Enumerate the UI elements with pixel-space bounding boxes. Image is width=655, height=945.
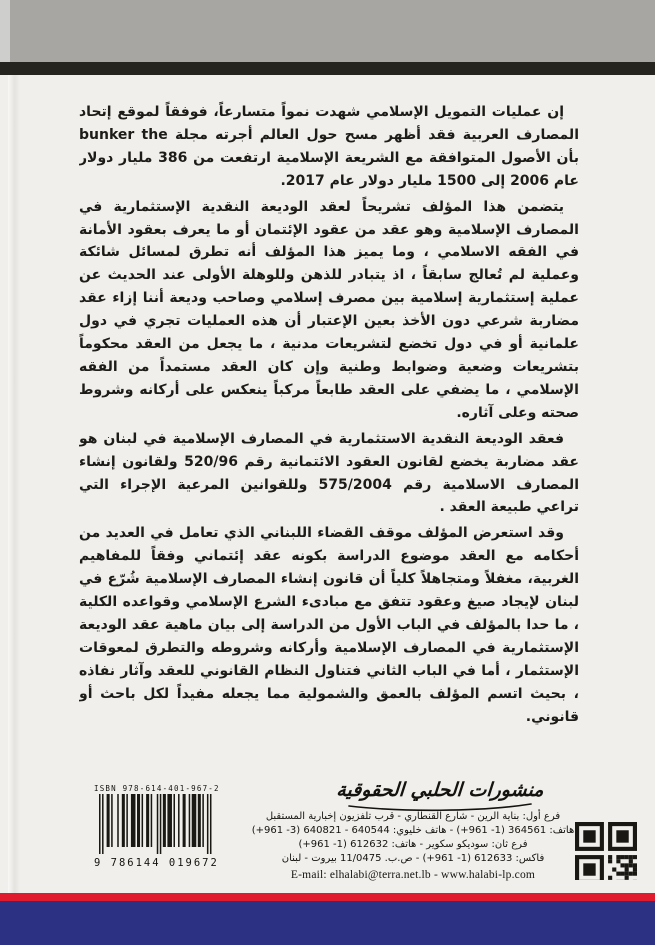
synopsis-paragraph: إن عمليات التمويل الإسلامي شهدت نمواً متسارعاً، فوفقاً لموقع إتحاد المصارف العربية فقد أظهر مسح حول العالم أجرته مجلة bunker the بأن الأصول المتوافقة مع الشريعة الإسلامية ارتفعت من 386 مليار دولار عام 2006 إلى 1500 مليار دولار عام 2017. [79,104,579,189]
address-line: فرع أول: بناية الرين - شارع القنطاري - قرب تلفزيون إخبارية المستقبل [265,811,561,822]
isbn-digits: 9 786144 019672 [94,857,219,869]
isbn-label: ISBN 978-614-401-967-2 [94,784,220,793]
top-gray-band [0,0,655,62]
synopsis-paragraph: وقد استعرض المؤلف موقف القضاء اللبناني الذي تعامل في العديد من أحكامه مع العقد موضوع الدراسة بكونه عقد إئتماني وفقاً للمفاهيم الغربية، مغفلاً ومتجاهلاً كلياً أن قانون إنشاء المصارف الإسلامية شُرّع في لبنان لإيجاد صيغ وعقود تتفق مع مبادىء الشرع الإسلامي وقواعده الكلية ، ما حدا بالمؤلف في الباب الأول من الدراسة إلى بيان ماهية عقد الوديعة الإستثمارية في المصارف الإسلامية وأركانه وشروطه والتطرق لمعوقات الإستثمار ، أما في الباب الثاني فتناول النظام القانوني للعقد وآثار نفاذه ، بحيث اتسم المؤلف بالعمق والشمولية مما يجعله مفيداً لكل باحث أو قانوني. [79,525,579,725]
barcode-bars [95,794,213,858]
publisher-logo: منشورات الحلبي الحقوقية [335,779,545,801]
qr-code [575,822,637,880]
synopsis-paragraph: فعقد الوديعة النقدية الاستثمارية في المصارف الإسلامية في لبنان هو عقد مضاربة يخضع لقانون العقود الائتمانية رقم 520/96 ولقانون إنشاء المصارف الاسلامية رقم 575/2004 وللقوانين المرعية الإجراء التي تراعي طبيعة العقد . [79,430,579,516]
isbn-barcode [94,784,220,869]
spine-crease [8,75,20,945]
bottom-navy-band [0,901,655,945]
publisher-email-line: E-mail: elhalabi@terra.net.lb - www.halabi-lp.com [290,869,536,881]
top-black-stripe [0,62,655,75]
address-line: فاكس: 612633 (1- 961+) - ص.ب. 11/0475 بيروت - لبنان [281,853,545,864]
publisher-address [248,810,578,882]
bottom-red-stripe [0,893,655,901]
address-line: فرع ثان: سوديكو سكوير - هاتف: 612632 (1- 961+) [298,839,528,850]
synopsis-paragraph: يتضمن هذا المؤلف تشريحاً لعقد الوديعة النقدية الإستثمارية في المصارف الإسلامية وهو عقد من عقود الإئتمان أو ما يعرف بعقود الأمانة في الفقه الاسلامي ، وما يميز هذا المؤلف أنه تطرق لمسائل شائكة وعملية لم تُعالج سابقاً ، اذ يتبادر للذهن وللوهلة الأولى عند الحديث عن عملية إستثمارية إسلامية بين مصرف إسلامي وصاحب وديعة أننا إزاء عقد مضاربة شرعي دون الأخذ بعين الإعتبار أن هذه العمليات تجري في دول علمانية أو في دول تخضع لتشريعات مدنية ، ما يجعل من العقد محكوماً بتشريعات وضعية وضوابط وطنية وإن كان العقد مستمداً من الفقه الإسلامي ، ما يضفي على العقد طابعاً مركباً ينعكس على أركانه وشروط صحته وعلى آثاره. [79,198,579,421]
address-line: هاتف: 364561 (1- 961+) - هاتف خليوي: 640544 - 640821 (3- 961+) [251,825,575,836]
synopsis-text [79,101,579,789]
